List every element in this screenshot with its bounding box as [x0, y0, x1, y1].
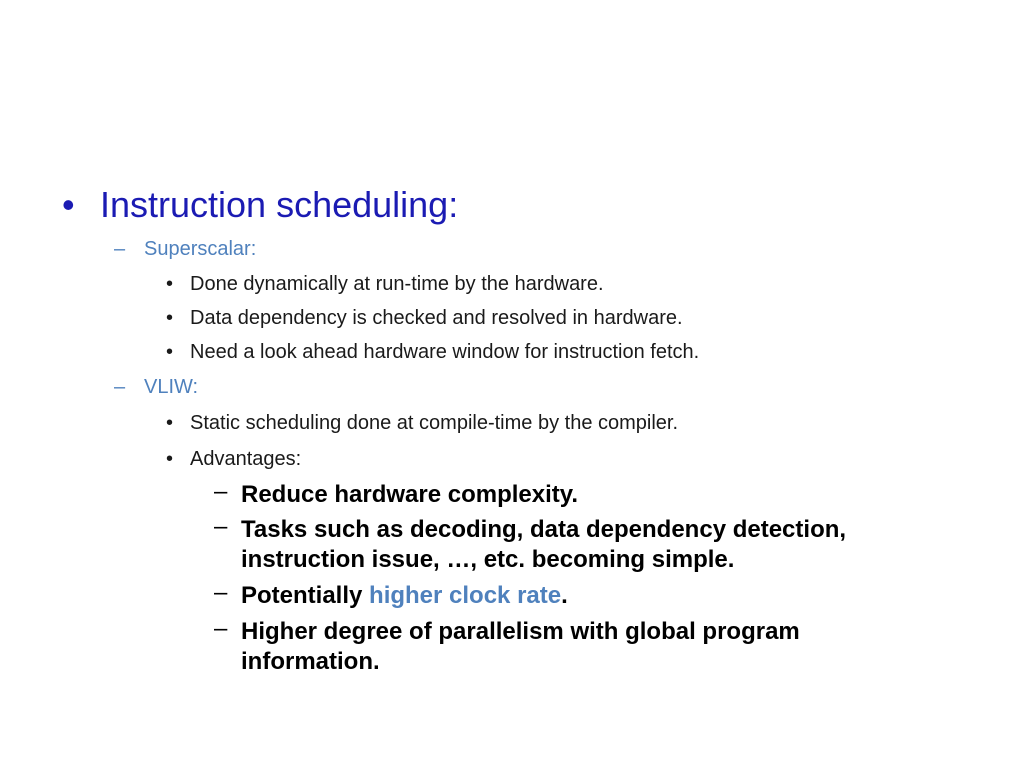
bullet-icon: •: [166, 412, 174, 434]
bullet-icon: •: [166, 273, 174, 295]
superscalar-label: Superscalar:: [144, 238, 257, 260]
vliw-item-1: Static scheduling done at compile-time by the compiler.: [190, 412, 679, 434]
advantage-1: Reduce hardware complexity.: [241, 481, 579, 508]
advantage-4-line-1: Higher degree of parallelism with global program: [241, 618, 800, 645]
vliw-label: VLIW:: [144, 376, 199, 398]
dash-icon: –: [214, 579, 228, 606]
advantage-2-line-2: instruction issue, …, etc. becoming simple.: [241, 546, 735, 573]
dash-icon: –: [114, 376, 126, 398]
dash-icon: –: [214, 513, 228, 540]
advantage-4-line-2: information.: [241, 648, 380, 675]
dash-icon: –: [214, 478, 228, 505]
advantage-3: [241, 581, 568, 611]
advantage-3-prefix: Potentially: [241, 582, 370, 609]
superscalar-item-2: Data dependency is checked and resolved in hardware.: [190, 307, 683, 329]
dash-icon: –: [114, 238, 126, 260]
superscalar-item-1: Done dynamically at run-time by the hardware.: [190, 273, 604, 295]
dash-icon: –: [214, 615, 228, 642]
superscalar-item-3: Need a look ahead hardware window for instruction fetch.: [190, 341, 700, 363]
bullet-icon: •: [62, 184, 75, 225]
bullet-icon: •: [166, 448, 174, 470]
advantage-3-highlight: higher clock rate: [369, 582, 562, 609]
bullet-icon: •: [166, 341, 174, 363]
advantage-2-line-1: Tasks such as decoding, data dependency detection,: [241, 516, 847, 543]
bullet-icon: •: [166, 307, 174, 329]
heading: Instruction scheduling:: [100, 184, 459, 225]
vliw-item-2: Advantages:: [190, 448, 302, 470]
advantage-3-suffix: .: [561, 582, 568, 609]
